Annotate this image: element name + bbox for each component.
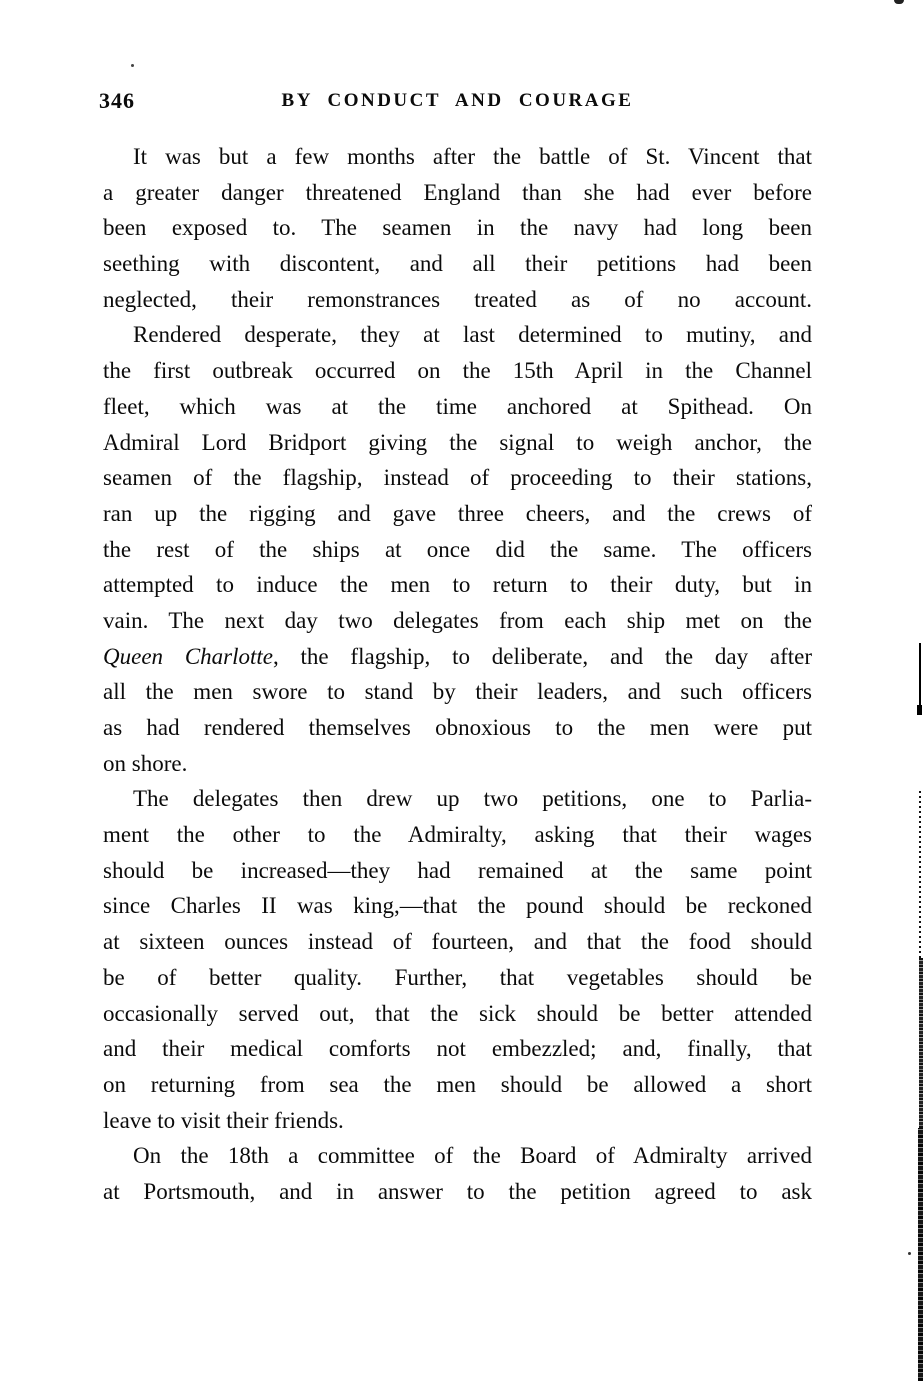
text-line: on returning from sea the men should be allowed a short [103, 1071, 812, 1097]
scan-speck [131, 64, 134, 67]
scan-right-edge-blob [917, 705, 922, 715]
text-line: On the 18th a committee of the Board of Admiralty arrived [133, 1143, 812, 1169]
page-number: 346 [99, 88, 135, 113]
text-line: at sixteen ounces instead of fourteen, and that the food should [103, 929, 812, 955]
text-line: Rendered desperate, they at last determined to mutiny, and [133, 322, 812, 348]
page-header [99, 88, 812, 118]
text-line: the first outbreak occurred on the 15th April in the Channel [103, 358, 812, 384]
scan-corner-mark [894, 0, 904, 4]
text-line: seamen of the flagship, instead of proceeding to their stations, [103, 465, 812, 491]
page-body [103, 139, 812, 1210]
text-line: a greater danger threatened England than she had ever before [103, 179, 812, 205]
text-line: on shore. [103, 750, 188, 776]
text-line: been exposed to. The seamen in the navy had long been [103, 215, 812, 241]
scan-right-edge-dotted [919, 790, 921, 958]
text-line: the rest of the ships at once did the same. The officers [103, 536, 812, 562]
text-line: Admiral Lord Bridport giving the signal to weigh anchor, the [103, 429, 812, 455]
text-line: be of better quality. Further, that vegetables should be [103, 964, 812, 990]
text-line: neglected, their remonstrances treated as of no account. [103, 286, 812, 312]
text-line: at Portsmouth, and in answer to the petition agreed to ask [103, 1178, 812, 1204]
text-line [103, 639, 812, 675]
text-line: vain. The next day two delegates from each ship met on the [103, 607, 812, 633]
text-segment: , the flagship, to deliberate, and the day after [273, 643, 812, 669]
text-line: ran up the rigging and gave three cheers, and the crews of [103, 500, 812, 526]
text-line: as had rendered themselves obnoxious to the men were put [103, 715, 812, 740]
text-line: fleet, which was at the time anchored at Spithead. On [103, 393, 812, 419]
text-line: should be increased—they had remained at the same point [103, 857, 812, 883]
text-line: all the men swore to stand by their leaders, and such officers [103, 679, 812, 705]
text-line: leave to visit their friends. [103, 1107, 344, 1133]
text-line: occasionally served out, that the sick should be better attended [103, 1000, 812, 1026]
text-line: The delegates then drew up two petitions, one to Parlia- [133, 786, 812, 812]
text-line: seething with discontent, and all their petitions had been [103, 251, 812, 277]
text-line: It was but a few months after the battle of St. Vincent that [133, 144, 812, 169]
ship-name-italic: Queen Charlotte [103, 643, 273, 669]
scan-right-edge-line [919, 643, 921, 709]
scan-right-edge-strip [919, 958, 923, 1128]
running-head: BY CONDUCT AND COURAGE [281, 90, 634, 111]
text-line: and their medical comforts not embezzled; and, finally, that [103, 1036, 812, 1062]
text-line: ment the other to the Admiralty, asking that their wages [103, 822, 812, 848]
scan-right-edge-strip [918, 1128, 923, 1381]
scan-speck [908, 1252, 911, 1255]
text-line: attempted to induce the men to return to their duty, but in [103, 572, 812, 598]
text-line: since Charles II was king,—that the pound should be reckoned [103, 893, 812, 919]
